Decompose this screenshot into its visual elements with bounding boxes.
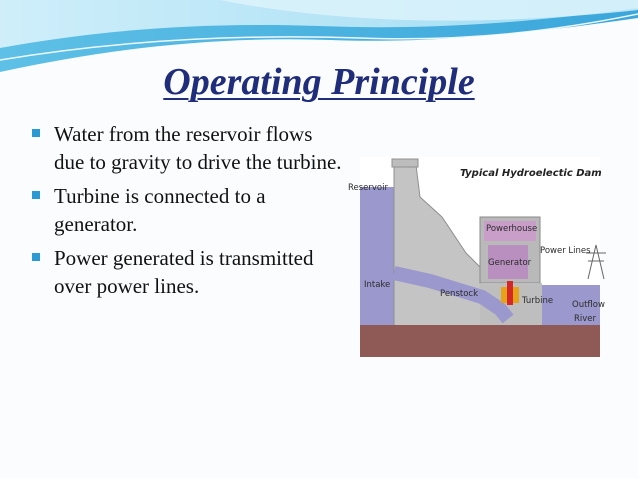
bullet-text: Power generated is transmitted over power lines.	[54, 246, 314, 298]
diagram-title: Typical Hydroelectic Dam	[460, 168, 602, 179]
hydroelectric-dam-diagram	[348, 157, 605, 357]
bullet-item	[30, 244, 345, 300]
label-generator: Generator	[488, 258, 532, 268]
ground	[360, 325, 600, 357]
bullet-item	[30, 120, 345, 176]
bullet-list	[30, 120, 345, 306]
label-penstock: Penstock	[440, 289, 478, 299]
bullet-text: Water from the reservoir flows due to gravity to drive the turbine.	[54, 122, 342, 174]
square-bullet-icon	[32, 191, 40, 199]
square-bullet-icon	[32, 253, 40, 261]
slide-title: Operating Principle	[163, 61, 475, 103]
label-river: River	[574, 314, 597, 324]
label-intake: Intake	[364, 280, 391, 290]
label-outflow: Outflow	[572, 300, 605, 310]
bullet-item	[30, 182, 345, 238]
label-turbine: Turbine	[522, 296, 554, 306]
label-reservoir: Reservoir	[348, 183, 388, 193]
square-bullet-icon	[32, 129, 40, 137]
label-powerhouse: Powerhouse	[486, 224, 538, 234]
label-power-lines: Power Lines	[540, 246, 591, 256]
bullet-text: Turbine is connected to a generator.	[54, 184, 266, 236]
